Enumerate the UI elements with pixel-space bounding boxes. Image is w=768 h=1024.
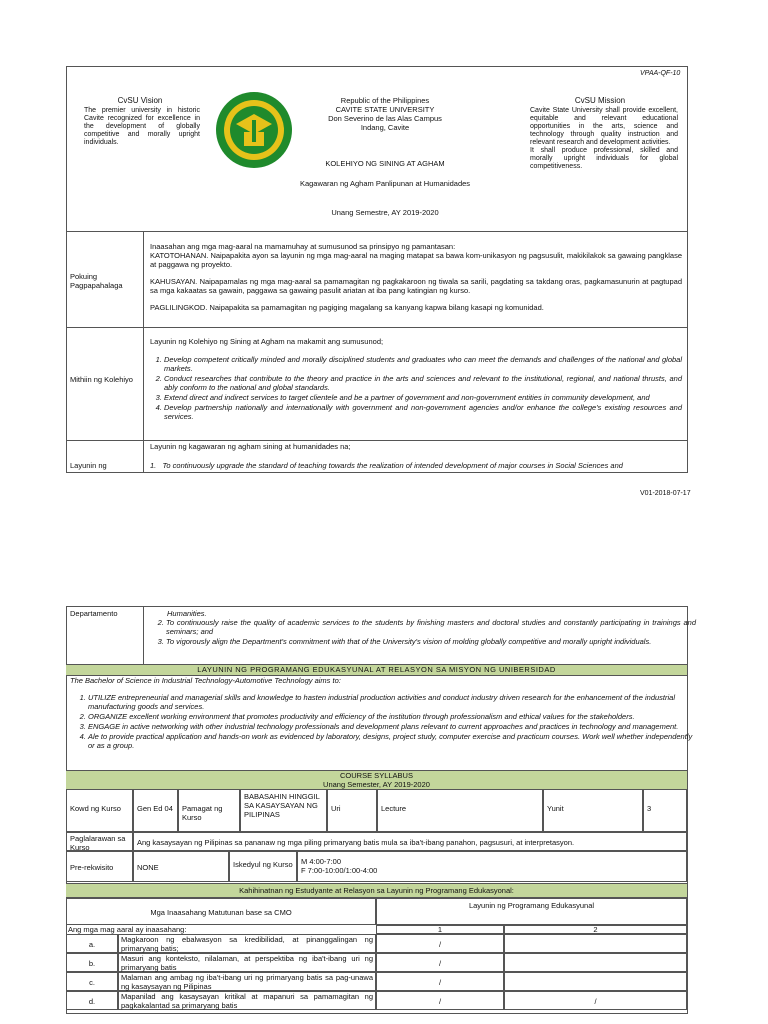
outcome-col-1: / xyxy=(376,934,504,953)
column-1-header: 1 xyxy=(376,925,504,934)
column-2-header: 2 xyxy=(504,925,687,934)
outcome-text: Malaman ang ambag ng iba't-ibang uri ng primaryang batis sa pag-unawa ng kasaysayan ng Pilipinas xyxy=(118,972,376,991)
outcome-text: Masuri ang konteksto, nilalaman, at perspektiba ng iba't-ibang uri ng primaryang batis xyxy=(118,953,376,972)
core-intro: Inaasahan ang mga mag-aaral na mamamuhay at sumusunod sa prinsipyo ng pamantasan: xyxy=(150,242,456,251)
table-row xyxy=(66,972,687,991)
goal-item: 4. Develop partnership nationally and internationally with government and non-government agencies and/or enhance the college's existing resources and services. xyxy=(164,403,682,421)
outcome-text: Magkaroon ng ebalwasyon sa kredibilidad, at pinanggalingan ng primaryang batis; xyxy=(118,934,376,953)
goal-item: 1. Develop competent critically minded and morally disciplined students and graduates who can meet the demands and challenges of the national and global markets. xyxy=(164,355,682,373)
college-goals-content xyxy=(150,337,682,422)
mission-paragraph: Cavite State University shall provide excellent, equitable and relevant educational opportunities in the arts, science and technology through quality instruction and relevant research and development activities. xyxy=(530,107,678,146)
department-label: Departamento xyxy=(70,609,118,618)
form-code: VPAA-QF-10 xyxy=(640,70,681,77)
syllabus-title: COURSE SYLLABUS xyxy=(340,771,413,780)
table-row xyxy=(66,934,687,953)
expected-outcomes-header: Mga Inaasahang Matutunan base sa CMO xyxy=(66,897,376,925)
vision-text: The premier university in historic Cavite recognized for excellence in the development of globally competitive and morally upright individuals. xyxy=(84,107,200,146)
goals-list xyxy=(150,355,682,421)
prerequisite-label: Pre-rekwisito xyxy=(66,851,133,882)
outcome-letter: a. xyxy=(66,934,118,953)
dept-list xyxy=(152,618,696,647)
vision-title: CvSU Vision xyxy=(117,96,163,105)
program-item: 3. ENGAGE in active networking with other industrial technology professionals and development plans relevant to current approaches and practices in technology and management. xyxy=(88,722,696,731)
outcome-text: Mapanilad ang kasaysayan kritikal at mapanuri sa pamamagitan ng pagkakalantad sa primaryang batis xyxy=(118,991,376,1010)
divider xyxy=(143,231,144,472)
header-line: CAVITE STATE UNIVERSITY xyxy=(335,105,435,114)
core-item: KATOTOHANAN. Naipapakita ayon sa layunin ng mga mag-aaral na maging matapat sa bawa kom-unikasyon ng pagsusulit, makikilakok sa gawaing pangklase at paggawa ng proyekto. xyxy=(150,251,682,269)
mission-paragraph: It shall produce professional, skilled and morally upright individuals for global competitiveness. xyxy=(530,147,678,170)
objectives-intro: Layunin ng kagawaran ng agham sining at humanidades na; xyxy=(150,442,351,451)
header-line: Republic of the Philippines xyxy=(340,96,430,105)
header-line: Indang, Cavite xyxy=(360,123,410,132)
core-values-content xyxy=(150,242,682,312)
course-syllabus-band xyxy=(66,770,687,790)
outcome-col-2 xyxy=(504,972,687,991)
program-item: 2. ORGANIZE excellent working environment that promotes productivity and efficiency of the institution through professionalism and ethical values for the stakeholders. xyxy=(88,712,696,721)
program-intro: The Bachelor of Science in Industrial Technology-Automotive Technology aims to: xyxy=(70,676,341,685)
table-row xyxy=(66,953,687,972)
college-name: KOLEHIYO NG SINING AT AGHAM xyxy=(325,159,445,168)
outcome-col-1: / xyxy=(376,991,504,1010)
outcome-letter: d. xyxy=(66,991,118,1010)
mission-title: CvSU Mission xyxy=(574,96,626,105)
divider xyxy=(66,327,687,328)
header-block xyxy=(300,96,470,132)
course-title-label: Pamagat ng Kurso xyxy=(178,789,240,832)
outcome-col-2 xyxy=(504,953,687,972)
course-code-label: Kowd ng Kurso xyxy=(66,789,133,832)
dept-item: 3. To vigorously align the Department's commitment with that of the University's vision of molding globally competitive and morally upright individuals. xyxy=(166,637,696,646)
core-values-label: Pokuing Pagpapahalaga xyxy=(70,272,123,290)
goal-item: 2. Conduct researches that contribute to the theory and practice in the arts and sciences and relevant to the institutional, regional, and national thrusts, and ably conform to the national and global standards. xyxy=(164,374,682,392)
prerequisite-value: NONE xyxy=(133,851,229,882)
outcomes-band: Kahihinatnan ng Estudyante at Relasyon sa Layunin ng Programang Edukasyonal: xyxy=(66,883,687,899)
program-objectives-band: LAYUNIN NG PROGRAMANG EDUKASYUNAL AT RELASYON SA MISYON NG UNIBERSIDAD xyxy=(66,664,687,676)
schedule-value xyxy=(297,851,687,882)
mission-text xyxy=(530,107,678,171)
goal-item: 3. Extend direct and indirect services to target clientele and be a partner of government and non-government entities in community development, and xyxy=(164,393,682,402)
schedule-line: M 4:00-7:00 xyxy=(301,857,342,866)
program-objectives-header: Layunin ng Programang Edukasyunal xyxy=(376,897,687,925)
objective-text: To continuously upgrade the standard of teaching towards the realization of intended development of major courses in Social Sciences and xyxy=(162,461,623,470)
program-list xyxy=(74,693,696,751)
outcome-col-2 xyxy=(504,934,687,953)
units-label: Yunit xyxy=(543,789,643,832)
objectives-item: 1. To continuously upgrade the standard of teaching towards the realization of intended development of major courses in Social Sciences and xyxy=(150,461,623,470)
header-line: Don Severino de las Alas Campus xyxy=(328,114,442,123)
program-item: 4. Ale to provide practical application and hands-on work as evidenced by laboratory, designs, project study, computer exercise and practicum courses. Work well whether independently or as a group. xyxy=(88,732,696,750)
dept-continued: Humanities. xyxy=(167,609,207,618)
course-title: BABASAHIN HINGGIL SA KASAYSAYAN NG PILIPINAS xyxy=(240,789,327,832)
core-item: KAHUSAYAN. Naipapamalas ng mga mag-aaral sa pamamagitan ng pagkakaroon ng tiwala sa sarili, pagdating sa takdang oras, pagkamasunurin at pagtupad sa mga kakaatas sa gawain, paggawa sa gawaing pasulit ariatan at iba pang katingian ng kurso. xyxy=(150,277,682,295)
type-label: Uri xyxy=(327,789,377,832)
schedule-line: F 7:00-10:00/1:00-4:00 xyxy=(301,866,378,875)
table-row xyxy=(66,991,687,1010)
outcome-letter: b. xyxy=(66,953,118,972)
goals-intro: Layunin ng Kolehiyo ng Sining at Agham na makamit ang sumusunod; xyxy=(150,337,384,346)
type-value: Lecture xyxy=(377,789,543,832)
dept-item: 2. To continuously raise the quality of academic services to the students by finishing masters and doctoral studies and constantly participating in trainings and seminars; and xyxy=(166,618,696,636)
program-item: 1. UTILIZE entrepreneurial and managerial skills and knowledge to hasten industrial production activities and conduct industry driven research for the enhancement of the industrial manufacturing goods and services. xyxy=(88,693,696,711)
students-label: Ang mga mag aaral ay inaasahang: xyxy=(68,925,187,934)
description-value: Ang kasaysayan ng Pilipinas sa pananaw ng mga piling primaryang batis mula sa iba't-ibang panahon, pagsusuri, at interpretasyon. xyxy=(133,832,687,851)
schedule-label: Iskedyul ng Kurso xyxy=(229,851,297,882)
outcome-letter: c. xyxy=(66,972,118,991)
cvsu-logo-seal xyxy=(214,90,294,170)
divider xyxy=(66,440,687,441)
divider xyxy=(66,231,687,232)
college-goals-label: Mithiin ng Kolehiyo xyxy=(70,375,133,384)
semester: Unang Semestre, AY 2019-2020 xyxy=(331,208,439,217)
department-name: Kagawaran ng Agham Panlipunan at Humanidades xyxy=(299,179,471,188)
core-item: PAGLILINGKOD. Naipapakita sa pamamagitan ng pagiging magalang sa kanyang kapwa bilang kasapi ng komunidad. xyxy=(150,303,544,312)
version-code: V01-2018-07-17 xyxy=(640,490,691,497)
course-code: Gen Ed 04 xyxy=(133,789,178,832)
divider xyxy=(143,606,144,664)
outcome-col-1: / xyxy=(376,972,504,991)
outcomes-table xyxy=(66,934,687,1010)
outcome-col-1: / xyxy=(376,953,504,972)
units-value: 3 xyxy=(643,789,687,832)
syllabus-semester: Unang Semester, AY 2019-2020 xyxy=(323,780,430,789)
outcome-col-2: / xyxy=(504,991,687,1010)
description-label: Paglalarawan sa Kurso xyxy=(66,832,133,851)
objectives-label: Layunin ng xyxy=(70,461,107,470)
